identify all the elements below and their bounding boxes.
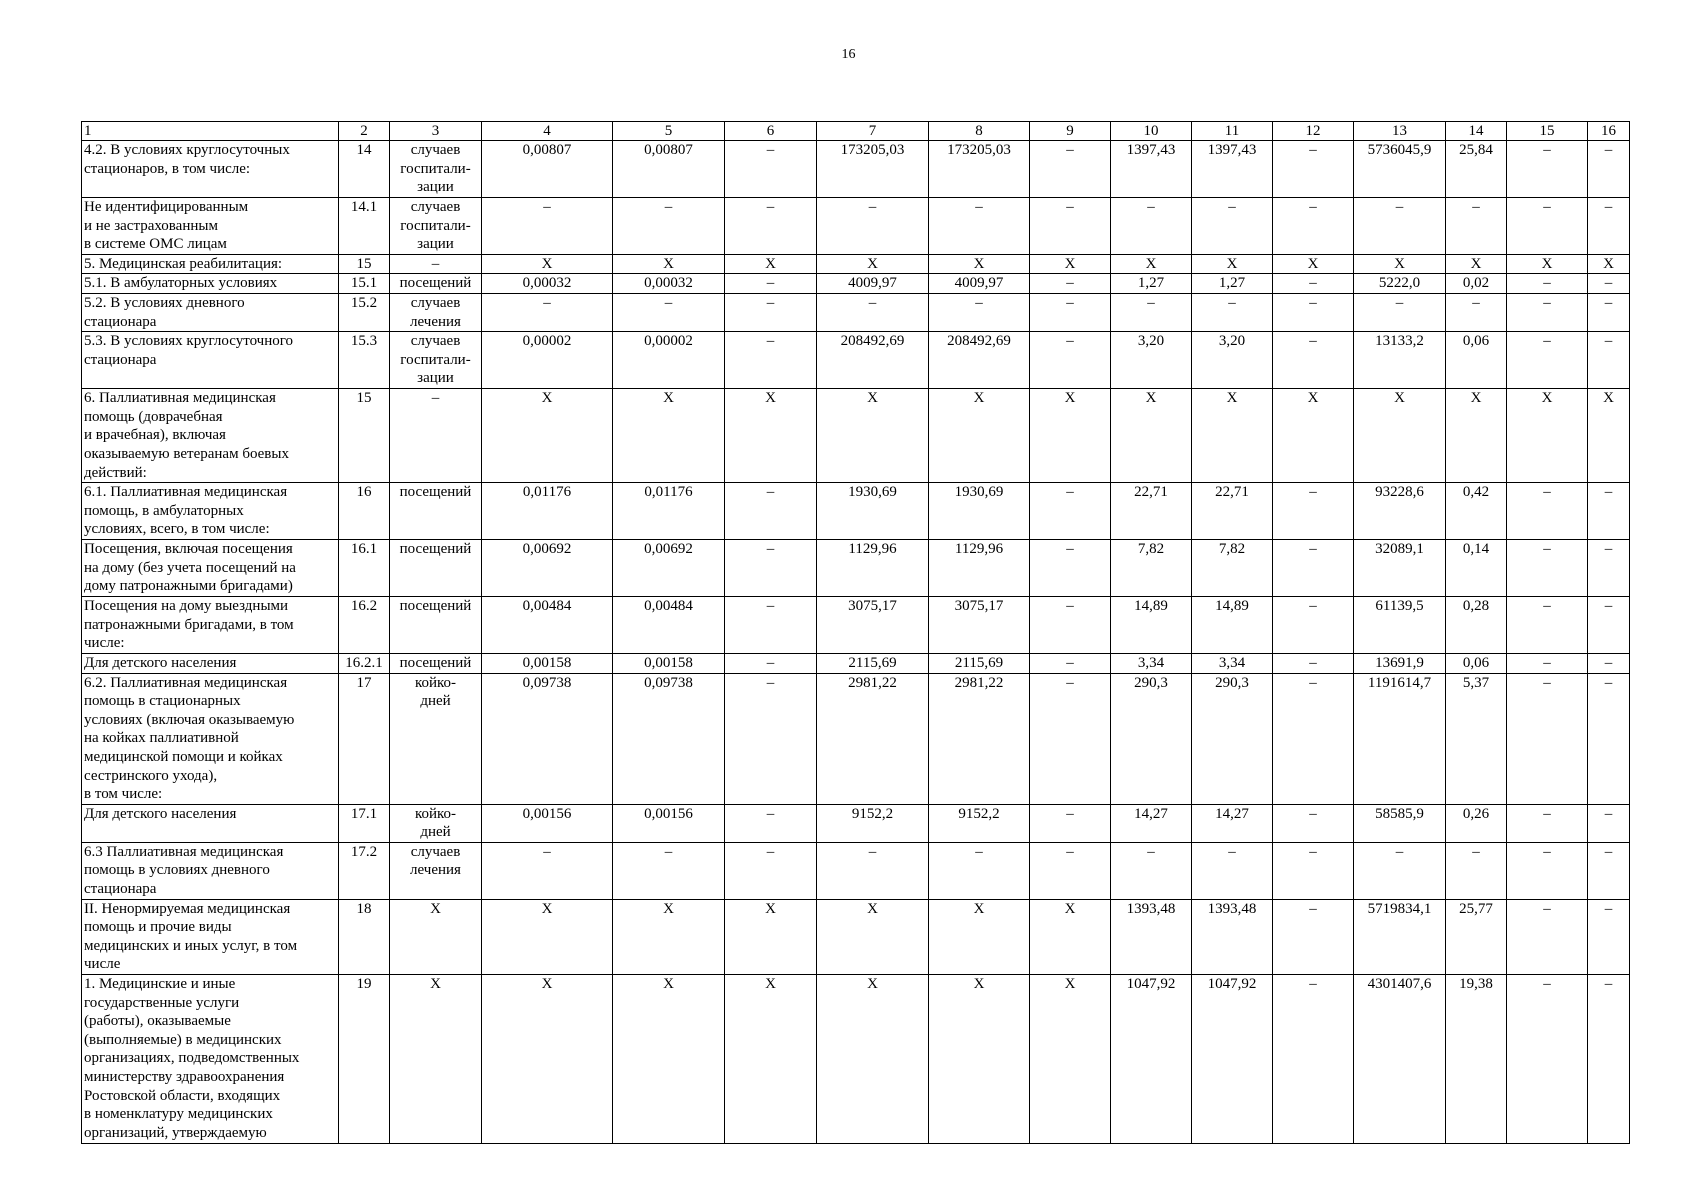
table-cell: X xyxy=(482,389,613,483)
table-cell: – xyxy=(482,842,613,899)
table-cell: – xyxy=(725,274,817,294)
table-cell: 5,37 xyxy=(1446,673,1507,804)
table-cell: X xyxy=(1354,254,1446,274)
table-cell: – xyxy=(613,293,725,331)
table-cell: – xyxy=(1030,483,1111,540)
table-cell: случаев госпитали- зации xyxy=(390,198,482,255)
table-cell: 2115,69 xyxy=(817,653,929,673)
table-cell: 18 xyxy=(339,899,390,974)
table-cell: 14,27 xyxy=(1111,804,1192,842)
table-cell: 3,34 xyxy=(1192,653,1273,673)
table-row xyxy=(82,198,1630,255)
table-cell: – xyxy=(1507,975,1588,1144)
table-cell: – xyxy=(1111,198,1192,255)
table-cell: 17 xyxy=(339,673,390,804)
table-cell: X xyxy=(1273,254,1354,274)
table-cell: 0,00807 xyxy=(613,141,725,198)
table-cell: – xyxy=(1273,804,1354,842)
table-cell: X xyxy=(613,899,725,974)
table-cell: X xyxy=(817,899,929,974)
table-cell: 15.1 xyxy=(339,274,390,294)
table-row xyxy=(82,389,1630,483)
table-row xyxy=(82,673,1630,804)
table-cell: 0,00032 xyxy=(482,274,613,294)
table-cell: 14.1 xyxy=(339,198,390,255)
table-cell: X xyxy=(1588,254,1630,274)
table-cell: 9152,2 xyxy=(817,804,929,842)
table-cell: – xyxy=(613,842,725,899)
table-cell: Для детского населения xyxy=(82,653,339,673)
table-cell: 2981,22 xyxy=(817,673,929,804)
table-cell: – xyxy=(482,198,613,255)
table-cell: – xyxy=(1588,804,1630,842)
table-cell: 15 xyxy=(339,389,390,483)
table-cell: 5.1. В амбулаторных условиях xyxy=(82,274,339,294)
table-cell: 14,89 xyxy=(1111,597,1192,654)
table-cell: – xyxy=(1354,293,1446,331)
table-cell: X xyxy=(1030,389,1111,483)
table-cell: X xyxy=(929,975,1030,1144)
table-cell: 16.1 xyxy=(339,540,390,597)
table-cell: 17.1 xyxy=(339,804,390,842)
table-cell: X xyxy=(1030,975,1111,1144)
table-cell: койко- дней xyxy=(390,804,482,842)
table-cell: 4.2. В условиях круглосуточных стационаров, в том числе: xyxy=(82,141,339,198)
table-cell: 5736045,9 xyxy=(1354,141,1446,198)
table-cell: – xyxy=(1273,141,1354,198)
table-cell: – xyxy=(1273,899,1354,974)
table-cell: – xyxy=(1507,597,1588,654)
table-cell: Посещения на дому выездными патронажными бригадами, в том числе: xyxy=(82,597,339,654)
table-cell: 6.2. Паллиативная медицинская помощь в стационарных условиях (включая оказываемую на койках паллиативной медицинской помощи и койках сестринского ухода), в том числе: xyxy=(82,673,339,804)
table-cell: – xyxy=(1273,673,1354,804)
table-cell: – xyxy=(725,141,817,198)
table-row xyxy=(82,975,1630,1144)
table-cell: случаев лечения xyxy=(390,842,482,899)
table-cell: X xyxy=(1354,389,1446,483)
table-cell: 5222,0 xyxy=(1354,274,1446,294)
table-cell: 0,00158 xyxy=(613,653,725,673)
table-cell: 3,20 xyxy=(1192,332,1273,389)
table-cell: – xyxy=(725,198,817,255)
table-cell: 173205,03 xyxy=(817,141,929,198)
table-cell: 0,00156 xyxy=(482,804,613,842)
table-cell: X xyxy=(1446,389,1507,483)
table-cell: – xyxy=(1446,842,1507,899)
table-cell: – xyxy=(1446,198,1507,255)
table-cell: 3,20 xyxy=(1111,332,1192,389)
table-cell: – xyxy=(1030,653,1111,673)
column-number-cell: 10 xyxy=(1111,122,1192,141)
column-number-cell: 7 xyxy=(817,122,929,141)
table-cell: 7,82 xyxy=(1111,540,1192,597)
table-cell: 5.3. В условиях круглосуточного стационара xyxy=(82,332,339,389)
table-cell: X xyxy=(1192,389,1273,483)
table-cell: 15 xyxy=(339,254,390,274)
table-cell: – xyxy=(1030,673,1111,804)
table-cell: 4009,97 xyxy=(817,274,929,294)
table-cell: – xyxy=(1588,141,1630,198)
table-cell: – xyxy=(1507,198,1588,255)
data-table xyxy=(81,121,1630,1144)
table-cell: 2981,22 xyxy=(929,673,1030,804)
table-cell: 6.3 Паллиативная медицинская помощь в условиях дневного стационара xyxy=(82,842,339,899)
column-number-cell: 9 xyxy=(1030,122,1111,141)
table-cell: X xyxy=(1507,254,1588,274)
column-number-cell: 4 xyxy=(482,122,613,141)
column-number-cell: 12 xyxy=(1273,122,1354,141)
header-row xyxy=(82,122,1630,141)
table-cell: случаев госпитали- зации xyxy=(390,332,482,389)
table-cell: – xyxy=(1588,483,1630,540)
table-row xyxy=(82,540,1630,597)
table-cell: – xyxy=(1030,141,1111,198)
table-cell: – xyxy=(1273,198,1354,255)
table-cell: случаев лечения xyxy=(390,293,482,331)
table-cell: – xyxy=(1030,332,1111,389)
table-cell: – xyxy=(390,389,482,483)
table-cell: 4009,97 xyxy=(929,274,1030,294)
table-cell: 3075,17 xyxy=(929,597,1030,654)
table-cell: – xyxy=(1354,198,1446,255)
table-row xyxy=(82,597,1630,654)
table-cell: – xyxy=(1507,274,1588,294)
table-cell: 0,00484 xyxy=(482,597,613,654)
table-cell: 1,27 xyxy=(1192,274,1273,294)
page-number: 16 xyxy=(841,47,856,62)
table-cell: – xyxy=(1192,198,1273,255)
table-cell: – xyxy=(1507,673,1588,804)
table-cell: X xyxy=(482,254,613,274)
table-cell: 0,00156 xyxy=(613,804,725,842)
table-cell: 25,84 xyxy=(1446,141,1507,198)
table-cell: 2115,69 xyxy=(929,653,1030,673)
table-cell: посещений xyxy=(390,653,482,673)
table-cell: X xyxy=(929,254,1030,274)
table-cell: X xyxy=(482,899,613,974)
table-cell: – xyxy=(1030,540,1111,597)
column-number-cell: 2 xyxy=(339,122,390,141)
table-cell: – xyxy=(1507,899,1588,974)
table-cell: 290,3 xyxy=(1111,673,1192,804)
table-cell: – xyxy=(1354,842,1446,899)
table-cell: – xyxy=(929,198,1030,255)
table-cell: 25,77 xyxy=(1446,899,1507,974)
table-cell: X xyxy=(390,899,482,974)
table-cell: 58585,9 xyxy=(1354,804,1446,842)
table-cell: – xyxy=(1273,293,1354,331)
table-cell: X xyxy=(1588,389,1630,483)
table-cell: 208492,69 xyxy=(817,332,929,389)
table-cell: – xyxy=(1192,293,1273,331)
table-cell: 0,06 xyxy=(1446,332,1507,389)
table-cell: 6.1. Паллиативная медицинская помощь, в амбулаторных условиях, всего, в том числе: xyxy=(82,483,339,540)
table-cell: 1930,69 xyxy=(929,483,1030,540)
table-cell: 16.2 xyxy=(339,597,390,654)
column-number-cell: 3 xyxy=(390,122,482,141)
table-cell: 6. Паллиативная медицинская помощь (доврачебная и врачебная), включая оказываемую ветеранам боевых действий: xyxy=(82,389,339,483)
table-cell: – xyxy=(817,293,929,331)
table-cell: 14,27 xyxy=(1192,804,1273,842)
table-cell: X xyxy=(613,975,725,1144)
table-cell: – xyxy=(1273,483,1354,540)
column-number-cell: 15 xyxy=(1507,122,1588,141)
table-cell: – xyxy=(1588,673,1630,804)
table-cell: – xyxy=(1507,332,1588,389)
table-cell: 0,01176 xyxy=(613,483,725,540)
table-cell: X xyxy=(613,389,725,483)
table-cell: 17.2 xyxy=(339,842,390,899)
table-cell: 61139,5 xyxy=(1354,597,1446,654)
table-cell: 0,06 xyxy=(1446,653,1507,673)
table-cell: 173205,03 xyxy=(929,141,1030,198)
table-cell: 290,3 xyxy=(1192,673,1273,804)
table-cell: – xyxy=(1588,293,1630,331)
table-cell: 3075,17 xyxy=(817,597,929,654)
table-cell: X xyxy=(929,389,1030,483)
table-cell: 1,27 xyxy=(1111,274,1192,294)
table-cell: 0,01176 xyxy=(482,483,613,540)
table-cell: – xyxy=(1507,653,1588,673)
table-cell: 1. Медицинские и иные государственные услуги (работы), оказываемые (выполняемые) в медицинских организациях, подведомственных министерству здравоохранения Ростовской области, входящих в номенклатуру медицинских организаций, утверждаемую xyxy=(82,975,339,1144)
table-cell: – xyxy=(1588,332,1630,389)
table-row xyxy=(82,332,1630,389)
table-cell: – xyxy=(1111,842,1192,899)
table-cell: 208492,69 xyxy=(929,332,1030,389)
table-cell: – xyxy=(1111,293,1192,331)
table-cell: – xyxy=(1030,842,1111,899)
table-cell: 16.2.1 xyxy=(339,653,390,673)
table-cell: 0,00692 xyxy=(482,540,613,597)
table-cell: – xyxy=(1030,597,1111,654)
table-cell: – xyxy=(1273,653,1354,673)
table-cell: – xyxy=(725,293,817,331)
table-cell: 13133,2 xyxy=(1354,332,1446,389)
table-cell: 16 xyxy=(339,483,390,540)
table-cell: – xyxy=(1507,842,1588,899)
table-cell: X xyxy=(482,975,613,1144)
table-row xyxy=(82,274,1630,294)
table-cell: 0,00002 xyxy=(613,332,725,389)
table-cell: – xyxy=(1273,540,1354,597)
table-cell: – xyxy=(1507,293,1588,331)
table-cell: 0,14 xyxy=(1446,540,1507,597)
table-cell: 19 xyxy=(339,975,390,1144)
table-cell: 0,00158 xyxy=(482,653,613,673)
table-cell: 0,42 xyxy=(1446,483,1507,540)
table-cell: X xyxy=(1111,389,1192,483)
table-cell: 0,00807 xyxy=(482,141,613,198)
table-cell: X xyxy=(725,389,817,483)
table-cell: 14 xyxy=(339,141,390,198)
table-cell: 93228,6 xyxy=(1354,483,1446,540)
table-row xyxy=(82,653,1630,673)
table-cell: X xyxy=(1192,254,1273,274)
table-cell: Для детского населения xyxy=(82,804,339,842)
table-row xyxy=(82,842,1630,899)
table-cell: – xyxy=(1507,141,1588,198)
table-cell: – xyxy=(1588,842,1630,899)
table-cell: X xyxy=(725,254,817,274)
table-cell: – xyxy=(1446,293,1507,331)
table-cell: 1397,43 xyxy=(1111,141,1192,198)
table-cell: II. Ненормируемая медицинская помощь и прочие виды медицинских и иных услуг, в том числе xyxy=(82,899,339,974)
table-cell: 0,00032 xyxy=(613,274,725,294)
table-cell: X xyxy=(1446,254,1507,274)
table-cell: X xyxy=(1273,389,1354,483)
table-cell: – xyxy=(725,804,817,842)
table-cell: 5. Медицинская реабилитация: xyxy=(82,254,339,274)
table-cell: 15.2 xyxy=(339,293,390,331)
table-cell: 1191614,7 xyxy=(1354,673,1446,804)
table-cell: – xyxy=(1192,842,1273,899)
column-number-cell: 13 xyxy=(1354,122,1446,141)
table-cell: 5.2. В условиях дневного стационара xyxy=(82,293,339,331)
table-cell: – xyxy=(390,254,482,274)
table-cell: посещений xyxy=(390,274,482,294)
table-cell: посещений xyxy=(390,540,482,597)
table-cell: – xyxy=(817,198,929,255)
table-cell: – xyxy=(1588,540,1630,597)
table-cell: 0,09738 xyxy=(613,673,725,804)
table-cell: – xyxy=(725,673,817,804)
table-cell: – xyxy=(1030,198,1111,255)
table-cell: 1129,96 xyxy=(929,540,1030,597)
table-cell: 0,00692 xyxy=(613,540,725,597)
table-cell: посещений xyxy=(390,483,482,540)
table-cell: – xyxy=(817,842,929,899)
table-cell: – xyxy=(1030,804,1111,842)
table-cell: – xyxy=(482,293,613,331)
table-cell: койко- дней xyxy=(390,673,482,804)
table-row xyxy=(82,293,1630,331)
table-cell: X xyxy=(1030,254,1111,274)
table-row xyxy=(82,141,1630,198)
table-cell: посещений xyxy=(390,597,482,654)
table-cell: X xyxy=(1111,254,1192,274)
table-cell: 0,00484 xyxy=(613,597,725,654)
table-cell: 1397,43 xyxy=(1192,141,1273,198)
table-cell: – xyxy=(1030,293,1111,331)
table-cell: – xyxy=(929,842,1030,899)
table-row xyxy=(82,804,1630,842)
table-cell: 0,00002 xyxy=(482,332,613,389)
table-cell: X xyxy=(817,389,929,483)
table-cell: X xyxy=(613,254,725,274)
table-cell: 15.3 xyxy=(339,332,390,389)
table-cell: 1930,69 xyxy=(817,483,929,540)
table-cell: X xyxy=(725,975,817,1144)
table-cell: – xyxy=(1273,597,1354,654)
table-cell: 4301407,6 xyxy=(1354,975,1446,1144)
table-cell: 19,38 xyxy=(1446,975,1507,1144)
column-number-cell: 16 xyxy=(1588,122,1630,141)
table-cell: 14,89 xyxy=(1192,597,1273,654)
table-cell: – xyxy=(1588,975,1630,1144)
table-cell: – xyxy=(1588,198,1630,255)
table-cell: X xyxy=(817,975,929,1144)
table-cell: 13691,9 xyxy=(1354,653,1446,673)
table-cell: 0,02 xyxy=(1446,274,1507,294)
table-cell: 3,34 xyxy=(1111,653,1192,673)
table-cell: – xyxy=(725,483,817,540)
table-cell: – xyxy=(725,597,817,654)
table-cell: 1393,48 xyxy=(1192,899,1273,974)
table-cell: – xyxy=(1273,975,1354,1144)
table-cell: – xyxy=(1273,274,1354,294)
table-cell: 1047,92 xyxy=(1192,975,1273,1144)
column-number-cell: 8 xyxy=(929,122,1030,141)
column-number-cell: 6 xyxy=(725,122,817,141)
column-number-cell: 5 xyxy=(613,122,725,141)
table-cell: 1047,92 xyxy=(1111,975,1192,1144)
table-cell: 5719834,1 xyxy=(1354,899,1446,974)
table-cell: 32089,1 xyxy=(1354,540,1446,597)
table-cell: 22,71 xyxy=(1111,483,1192,540)
table-cell: – xyxy=(725,842,817,899)
table-cell: – xyxy=(725,332,817,389)
table-cell: – xyxy=(1030,274,1111,294)
table-row xyxy=(82,899,1630,974)
table-cell: – xyxy=(1507,804,1588,842)
table-cell: 0,28 xyxy=(1446,597,1507,654)
table-cell: – xyxy=(1507,483,1588,540)
table-cell: X xyxy=(390,975,482,1144)
table-cell: – xyxy=(1273,332,1354,389)
table-cell: 1393,48 xyxy=(1111,899,1192,974)
column-number-cell: 11 xyxy=(1192,122,1273,141)
table-row xyxy=(82,483,1630,540)
table-cell: X xyxy=(725,899,817,974)
table-cell: – xyxy=(725,540,817,597)
table-cell: – xyxy=(1507,540,1588,597)
table-cell: 22,71 xyxy=(1192,483,1273,540)
table-cell: – xyxy=(1273,842,1354,899)
table-cell: X xyxy=(817,254,929,274)
table-cell: Посещения, включая посещения на дому (без учета посещений на дому патронажными бригадами) xyxy=(82,540,339,597)
table-cell: – xyxy=(1588,597,1630,654)
table-cell: – xyxy=(725,653,817,673)
table-cell: – xyxy=(1588,274,1630,294)
table-cell: – xyxy=(929,293,1030,331)
table-row xyxy=(82,254,1630,274)
table-cell: – xyxy=(613,198,725,255)
column-number-cell: 1 xyxy=(82,122,339,141)
table-cell: X xyxy=(1507,389,1588,483)
table-cell: X xyxy=(1030,899,1111,974)
table-cell: Не идентифицированным и не застрахованным в системе ОМС лицам xyxy=(82,198,339,255)
table-cell: 0,09738 xyxy=(482,673,613,804)
table-cell: X xyxy=(929,899,1030,974)
table-cell: 7,82 xyxy=(1192,540,1273,597)
table-cell: случаев госпитали- зации xyxy=(390,141,482,198)
table-cell: – xyxy=(1588,899,1630,974)
table-cell: 1129,96 xyxy=(817,540,929,597)
table-cell: – xyxy=(1588,653,1630,673)
column-number-cell: 14 xyxy=(1446,122,1507,141)
table-cell: 0,26 xyxy=(1446,804,1507,842)
table-cell: 9152,2 xyxy=(929,804,1030,842)
